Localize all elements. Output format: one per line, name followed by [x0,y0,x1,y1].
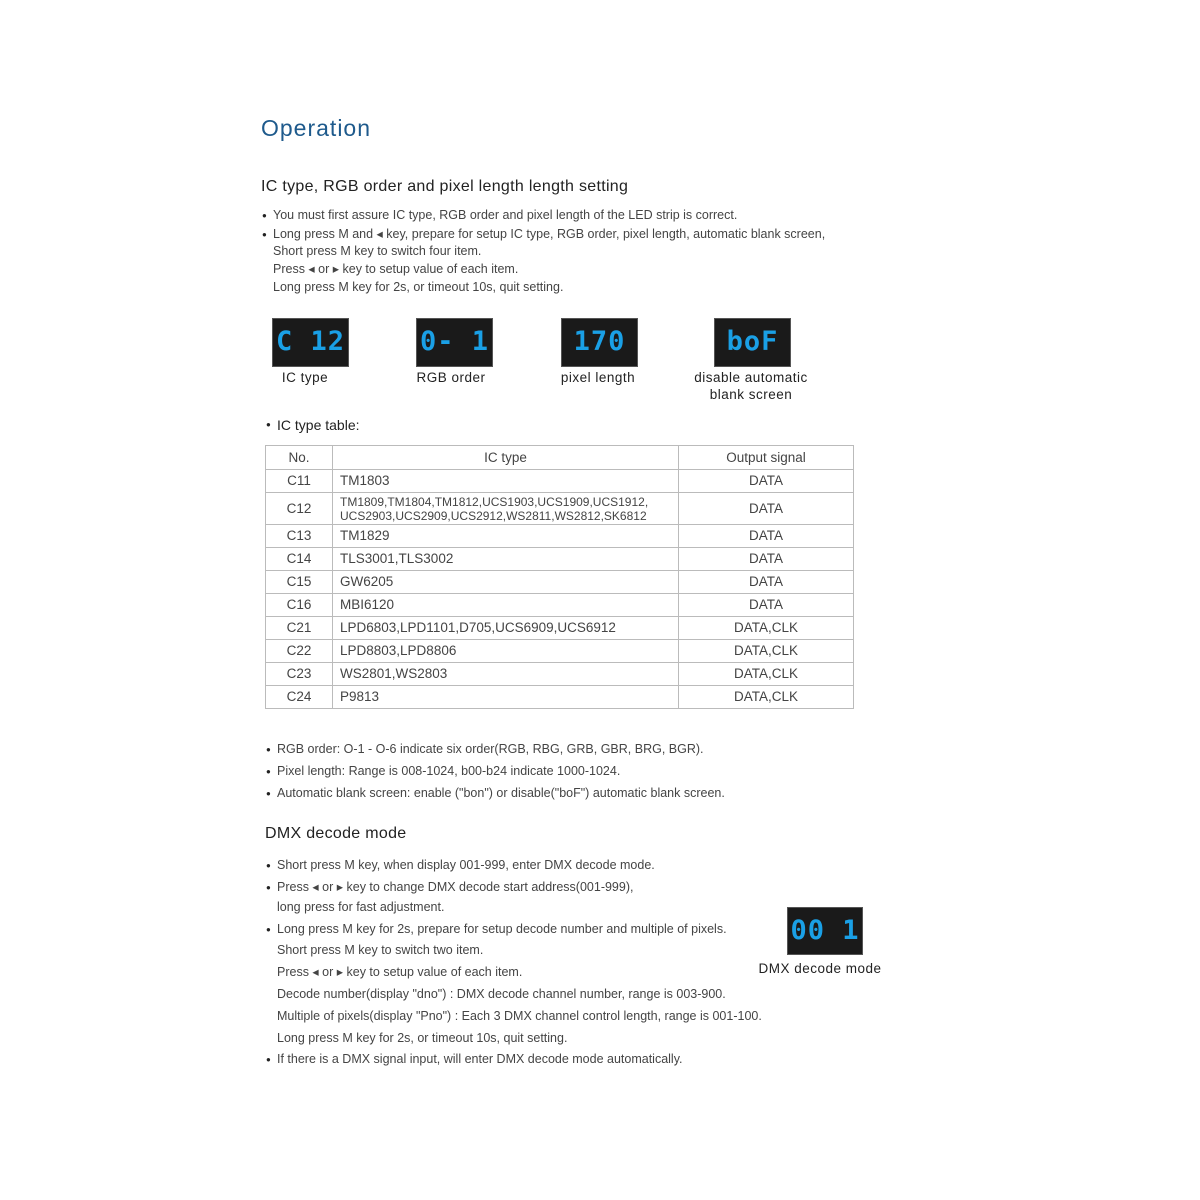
display-label: disable automatic [694,370,808,385]
table-row [266,525,854,548]
cell-number: C12 [266,493,333,525]
ic-type-text: P9813 [340,689,380,704]
cell-number: C13 [266,525,333,548]
ic-type-text: LPD8803,LPD8806 [340,643,457,658]
section-heading-ic-setting: IC type, RGB order and pixel length length setting [261,178,629,195]
dmx-text: ● Press ◂ or ▸ key to change DMX decode start address(001-999), [277,880,633,895]
led-display-dmx: 00 1 [787,907,863,955]
led-display-blank-screen: boF [714,318,791,367]
ic-type-text: LPD6803,LPD1101,D705,UCS6909,UCS6912 [340,620,616,635]
ic-type-text: TM1803 [340,473,390,488]
cell-ic-type [333,571,679,594]
cell-output-signal: DATA [679,548,854,571]
table-row [266,470,854,493]
dmx-text: ● Long press M key for 2s, prepare for setup decode number and multiple of pixels. [277,922,727,937]
cell-output-signal: DATA,CLK [679,686,854,709]
column-header: No. [266,446,333,470]
cell-ic-type [333,617,679,640]
column-header: Output signal [679,446,854,470]
cell-ic-type [333,470,679,493]
ic-type-text: GW6205 [340,574,394,589]
note-text: ● Automatic blank screen: enable ("bon") or disable("boF") automatic blank screen. [277,786,725,801]
cell-number: C16 [266,594,333,617]
dmx-text: Multiple of pixels(display "Pno") : Each 3 DMX channel control length, range is 001-100. [277,1009,762,1023]
table-row [266,548,854,571]
dmx-text: ● Short press M key, when display 001-999, enter DMX decode mode. [277,858,655,873]
cell-ic-type [333,686,679,709]
table-row [266,617,854,640]
table-header-row [266,446,854,470]
bullet-text: ● You must first assure IC type, RGB order and pixel length of the LED strip is correct. [273,208,737,223]
cell-output-signal: DATA [679,571,854,594]
ic-type-text: TM1829 [340,528,390,543]
cell-ic-type [333,663,679,686]
cell-number: C11 [266,470,333,493]
led-display-ic-type: C 12 [272,318,349,367]
cell-output-signal: DATA [679,470,854,493]
table-row [266,594,854,617]
cell-ic-type [333,640,679,663]
bullet-text: ● Long press M and ◂ key, prepare for setup IC type, RGB order, pixel length, automatic blank screen, [273,227,825,242]
dmx-text: long press for fast adjustment. [277,900,445,914]
cell-output-signal: DATA,CLK [679,640,854,663]
instruction-text: Long press M key for 2s, or timeout 10s, quit setting. [273,280,564,294]
dmx-text: Long press M key for 2s, or timeout 10s, quit setting. [277,1031,568,1045]
instruction-text: Short press M key to switch four item. [273,244,482,258]
ic-type-text: UCS2903,UCS2909,UCS2912,WS2811,WS2812,SK6812 [340,508,647,523]
led-display-pixel-length: 170 [561,318,638,367]
cell-number: C15 [266,571,333,594]
display-label: RGB order [416,370,486,385]
cell-number: C21 [266,617,333,640]
table-row [266,571,854,594]
section-heading-dmx: DMX decode mode [265,825,407,842]
table-row [266,493,854,525]
cell-number: C24 [266,686,333,709]
ic-type-text: TLS3001,TLS3002 [340,551,454,566]
display-label: pixel length [560,370,636,385]
table-row [266,663,854,686]
ic-type-text: MBI6120 [340,597,395,612]
cell-output-signal: DATA [679,594,854,617]
dmx-text: Short press M key to switch two item. [277,943,484,957]
dmx-text: Decode number(display "dno") : DMX decode channel number, range is 003-900. [277,987,726,1001]
display-label: DMX decode mode [758,961,882,976]
cell-output-signal: DATA [679,525,854,548]
display-label: IC type [281,370,329,385]
cell-output-signal: DATA,CLK [679,617,854,640]
note-text: ● Pixel length: Range is 008-1024, b00-b24 indicate 1000-1024. [277,764,620,779]
page-title: Operation [261,115,372,141]
cell-number: C23 [266,663,333,686]
cell-number: C14 [266,548,333,571]
cell-output-signal: DATA,CLK [679,663,854,686]
display-label: blank screen [709,387,793,402]
table-row [266,686,854,709]
column-header: IC type [333,446,679,470]
dmx-text: Press ◂ or ▸ key to setup value of each item. [277,965,523,979]
note-text: ● RGB order: O-1 - O-6 indicate six order(RGB, RBG, GRB, GBR, BRG, BGR). [277,742,703,757]
dmx-text: ● If there is a DMX signal input, will enter DMX decode mode automatically. [277,1052,683,1067]
ic-type-text: WS2801,WS2803 [340,666,448,681]
instruction-text: Press ◂ or ▸ key to setup value of each item. [273,262,519,276]
table-caption: ● IC type table: [277,417,360,434]
ic-type-text: TM1809,TM1804,TM1812,UCS1903,UCS1909,UCS1912, [340,494,649,509]
led-display-rgb-order: 0- 1 [416,318,493,367]
table-row [266,640,854,663]
cell-ic-type [333,548,679,571]
cell-output-signal: DATA [679,493,854,525]
ic-type-table [265,445,854,709]
cell-ic-type [333,493,679,525]
cell-ic-type [333,594,679,617]
cell-number: C22 [266,640,333,663]
cell-ic-type [333,525,679,548]
